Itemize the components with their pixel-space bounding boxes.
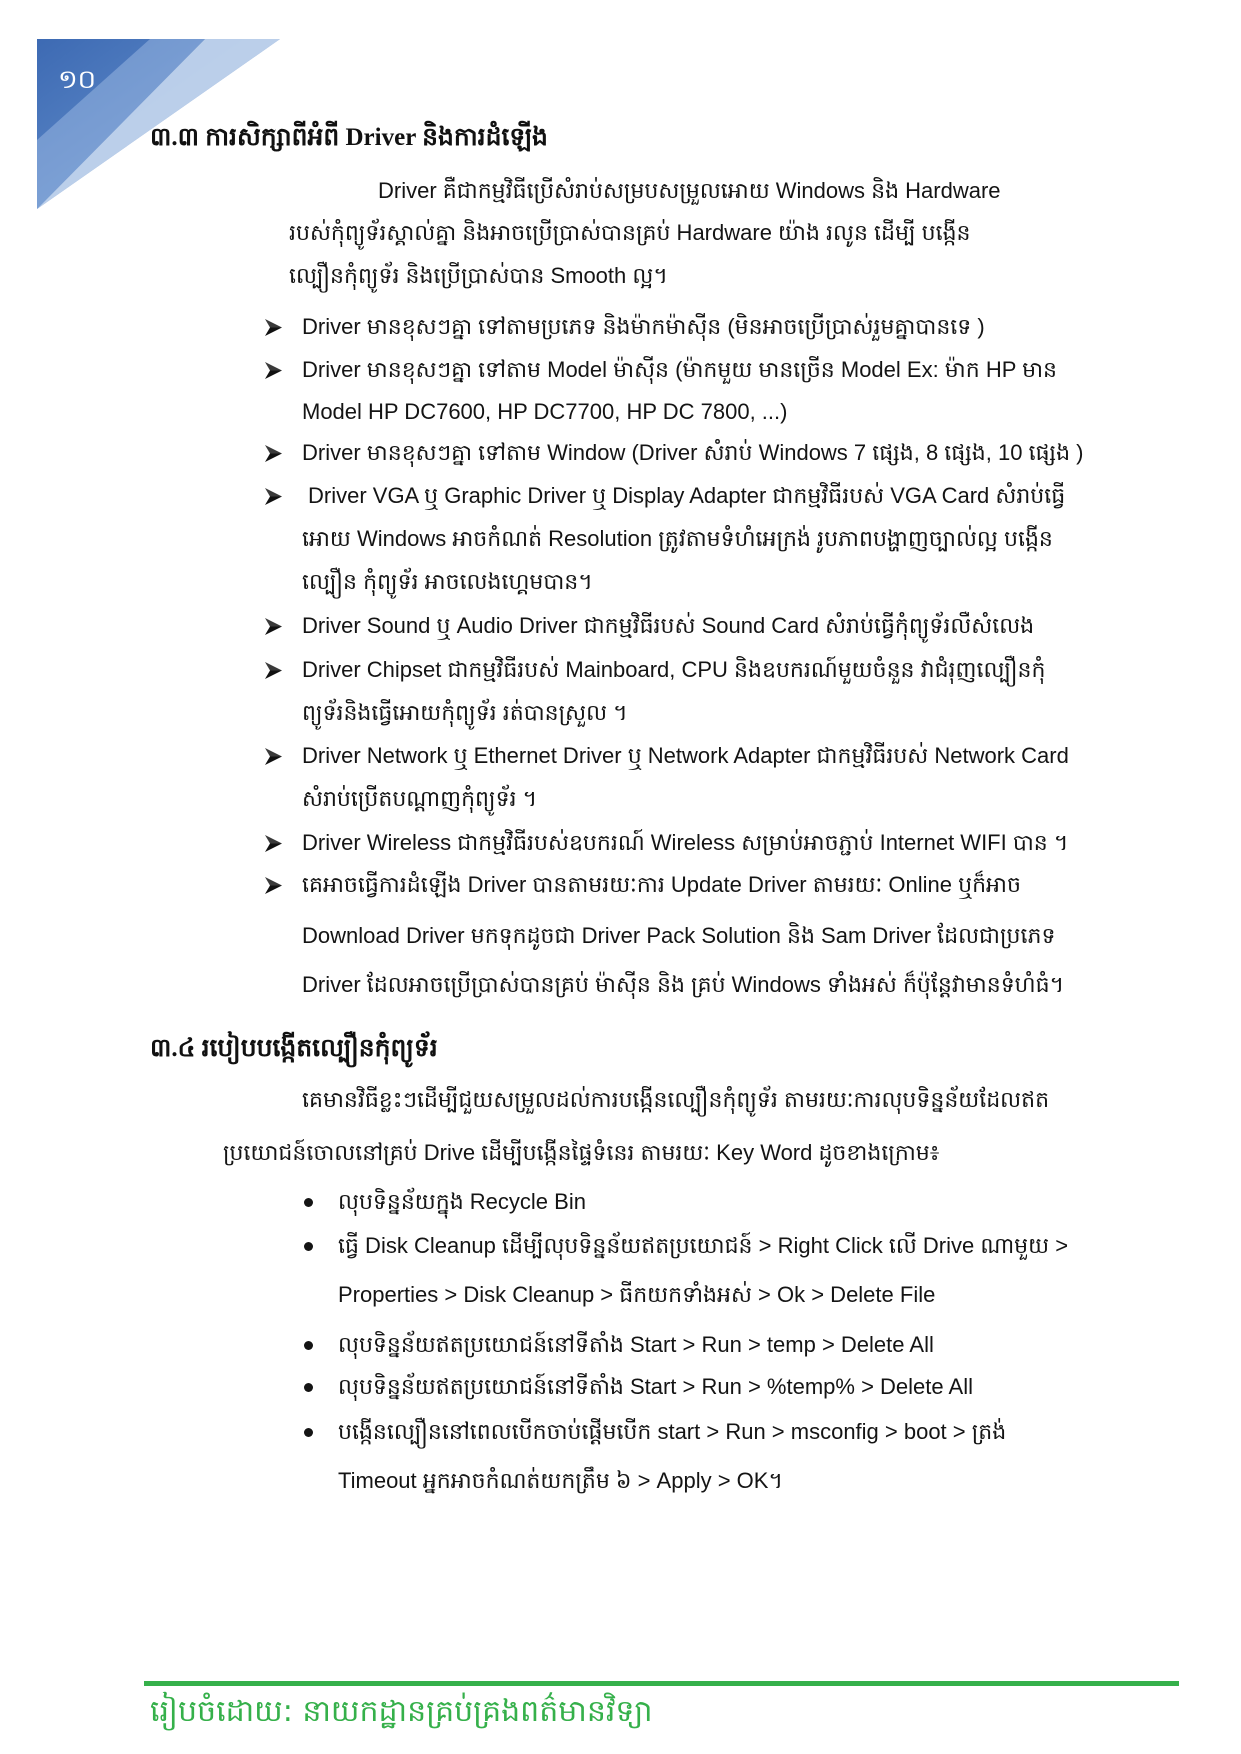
bullet-text-line: លុបទិន្នន័យឥតប្រយោជន៍នៅទីតាំង Start > Run > temp > Delete All — [338, 1332, 934, 1357]
dot-bullet-icon — [304, 1198, 313, 1207]
bullet-text-line: លុបទិន្នន័យក្នុង Recycle Bin — [338, 1189, 586, 1214]
bullet-text-line: Driver ដែលអាចប្រើប្រាស់បានគ្រប់ ម៉ាស៊ីន និង គ្រប់ Windows ទាំងអស់ ក៏ប៉ុន្តែវាមានទំហំធំ។ — [302, 972, 1065, 997]
bullet-text-line: Driver Wireless ជាកម្មវិធីរបស់ឧបករណ៍ Wireless សម្រាប់អាចភ្ជាប់ Internet WIFI បាន ។ — [302, 830, 1069, 855]
corner-decoration — [0, 0, 300, 230]
bullet-text-line: Driver VGA ឬ Graphic Driver ឬ Display Adapter ជាកម្មវិធីរបស់ VGA Card សំរាប់ធ្វើ — [308, 483, 1066, 508]
arrowhead-bullet-icon — [265, 488, 282, 505]
section-heading-3-3: ៣.៣ ការសិក្សាពីអំពី Driver និងការដំឡើង — [150, 124, 548, 151]
bullet-text-line: Model HP DC7600, HP DC7700, HP DC 7800, ...) — [302, 399, 788, 424]
dot-bullet-icon — [304, 1242, 313, 1251]
bullet-text-line: សំរាប់ប្រើតបណ្តាញកុំព្យូទ័រ ។ — [302, 786, 538, 811]
bullet-text-line: លុបទិន្នន័យឥតប្រយោជន៍នៅទីតាំង Start > Run > %temp% > Delete All — [338, 1374, 973, 1399]
bullet-text-line: Driver មានខុសៗគ្នា ទៅតាម Model ម៉ាស៊ីន (ម៉ាកមួយ មានច្រើន Model Ex: ម៉ាក HP មាន — [302, 357, 1058, 382]
arrowhead-bullet-icon — [265, 618, 282, 635]
arrowhead-bullet-icon — [265, 835, 282, 852]
paragraph-line: គេមានវិធីខ្លះៗដើម្បីជួយសម្រួលដល់ការបង្កើនល្បឿនកុំព្យូទ័រ តាមរយៈការលុបទិន្នន័យដែលឥត — [302, 1087, 1050, 1112]
bullet-text-line: Driver មានខុសៗគ្នា ទៅតាម Window (Driver សំរាប់ Windows 7 ផ្សេង, 8 ផ្សេង, 10 ផ្សេង ) — [302, 440, 1084, 465]
dot-bullet-icon — [304, 1428, 313, 1437]
bullet-text-line: បង្កើនល្បឿននៅពេលបើកចាប់ផ្តើមបើក start > Run > msconfig > boot > ត្រង់ — [338, 1419, 1007, 1444]
dot-bullet-icon — [304, 1383, 313, 1392]
bullet-text-line: Driver Network ឬ Ethernet Driver ឬ Network Adapter ជាកម្មវិធីរបស់ Network Card — [302, 743, 1069, 768]
arrowhead-bullet-icon — [265, 445, 282, 462]
section-heading-3-4: ៣.៤ របៀបបង្កើតល្បឿនកុំព្យូទ័រ — [150, 1035, 438, 1062]
paragraph-line: Driver គឺជាកម្មវិធីប្រើសំរាប់សម្របសម្រួលអោយ Windows និង Hardware — [378, 178, 1001, 203]
dot-bullet-icon — [304, 1341, 313, 1350]
bullet-text-line: ព្យូទ័រនិងធ្វើអោយកុំព្យូទ័រ រត់បានស្រួល ។ — [302, 700, 628, 725]
bullet-text-line: Driver មានខុសៗគ្នា ទៅតាមប្រភេទ និងម៉ាកម៉ាស៊ីន (មិនអាចប្រើប្រាស់រួមគ្នាបានទេ ) — [302, 314, 985, 339]
bullet-text-line: Download Driver មកទុកដូចជា Driver Pack Solution និង Sam Driver ដែលជាប្រភេទ — [302, 923, 1056, 948]
bullet-text-line: Properties > Disk Cleanup > ធីកយកទាំងអស់ > Ok > Delete File — [338, 1282, 936, 1307]
arrowhead-bullet-icon — [265, 748, 282, 765]
footer-credit: រៀបចំដោយ: នាយកដ្ឋានគ្រប់គ្រងពត៌មានវិទ្យា — [150, 1694, 653, 1729]
arrowhead-bullet-icon — [265, 319, 282, 336]
paragraph-line: ប្រយោជន៍ចោលនៅគ្រប់ Drive ដើម្បីបង្កើនផ្ទៃទំនេរ តាមរយៈ Key Word ដូចខាងក្រោម៖ — [223, 1140, 940, 1165]
footer-divider — [144, 1681, 1179, 1686]
bullet-text-line: Driver Chipset ជាកម្មវិធីរបស់ Mainboard, CPU និងឧបករណ៍មួយចំនួន វាជំរុញល្បឿនកុំ — [302, 657, 1046, 682]
bullet-text-line: គេអាចធ្វើការដំឡើង Driver បានតាមរយៈការ Update Driver តាមរយៈ Online ឬក៏អាច — [302, 872, 1021, 897]
arrowhead-bullet-icon — [265, 362, 282, 379]
bullet-text-line: ធ្វើ Disk Cleanup ដើម្បីលុបទិន្នន័យឥតប្រយោជន៍ > Right Click លើ Drive ណាមួយ > — [338, 1233, 1069, 1258]
arrowhead-bullet-icon — [265, 662, 282, 679]
bullet-text-line: Driver Sound ឬ Audio Driver ជាកម្មវិធីរបស់ Sound Card សំរាប់ធ្វើកុំព្យូទ័រលឺសំលេង — [302, 613, 1035, 638]
bullet-text-line: ល្បឿន កុំព្យូទ័រ អាចលេងហ្គេមបាន។ — [302, 569, 593, 594]
bullet-text-line: អោយ Windows អាចកំណត់ Resolution ត្រូវតាមទំហំអេក្រង់ រូបភាពបង្ហាញច្បាល់ល្អ បង្កើន — [302, 526, 1053, 551]
page-number: ១០ — [58, 65, 97, 95]
bullet-text-line: Timeout អ្នកអាចកំណត់យកត្រឹម ៦ > Apply > OK។ — [338, 1468, 783, 1493]
arrowhead-bullet-icon — [265, 877, 282, 894]
paragraph-line: របស់កុំព្យូទ័រស្គាល់គ្នា និងអាចប្រើប្រាស់បានគ្រប់ Hardware យ៉ាង រលូន ដើម្បី បង្កើន — [289, 220, 971, 245]
paragraph-line: ល្បឿនកុំព្យូទ័រ និងប្រើប្រាស់បាន Smooth ល្អ។ — [289, 263, 668, 288]
